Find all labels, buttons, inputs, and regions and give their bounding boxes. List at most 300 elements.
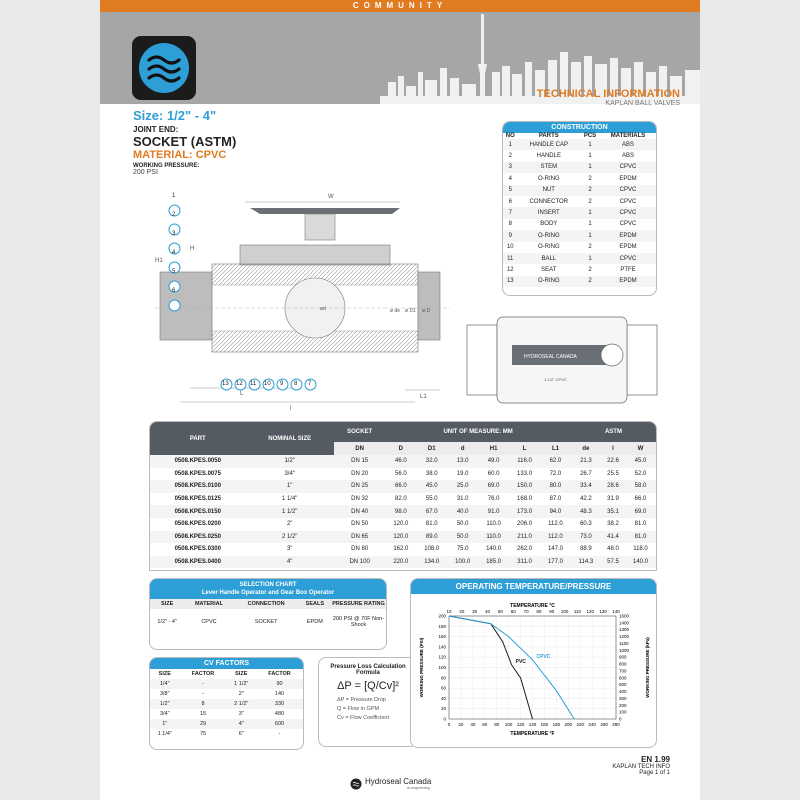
table-cell: EPDM [619, 232, 637, 239]
table-cell: 31.9 [607, 496, 619, 503]
table-cell: 108.0 [424, 546, 440, 553]
x-tick-label-c: 120 [586, 609, 595, 614]
operating-chart [410, 578, 657, 748]
table-row [503, 242, 656, 253]
table-cell: 262.0 [517, 546, 533, 553]
table-cell: 38.0 [425, 470, 438, 477]
sub-header: H1 [489, 445, 498, 452]
sel-col-seals: SEALS [305, 601, 325, 607]
table-row [503, 150, 656, 161]
x-tick-label: 100 [504, 722, 513, 727]
table-cell: 81.0 [634, 533, 647, 540]
table-cell: ABS [621, 141, 634, 148]
banner-text: COMMUNITY [352, 1, 448, 10]
x-tick-label: 120 [516, 722, 525, 727]
table-cell: 75.0 [456, 546, 469, 553]
table-cell: 50.0 [456, 521, 469, 528]
col-part: PART [189, 435, 206, 442]
table-cell: 1 [588, 210, 592, 217]
table-cell: 173.0 [517, 508, 533, 515]
table-cell: 88.9 [580, 546, 592, 553]
table-cell: 12 [506, 266, 514, 273]
table-cell: HANDLE CAP [529, 141, 568, 148]
sel-pressure: 200 PSI @ 70F Non-Shock [332, 616, 385, 628]
table-cell: 69.0 [634, 508, 647, 515]
table-cell: DN 25 [351, 483, 369, 490]
chart-title: OPERATING TEMPERATURE/PRESSURE [411, 579, 656, 594]
table-cell: DN 100 [349, 559, 370, 566]
doc-name: KAPLAN TECH INFO [612, 764, 670, 770]
table-cell: 98.0 [394, 508, 407, 515]
x-tick-label-c: 60 [510, 609, 516, 614]
table-cell: 118.0 [633, 546, 648, 553]
cv-col-size: SIZE [158, 671, 171, 677]
y-tick-label-kpa: 500 [619, 682, 627, 688]
plot-frame [449, 616, 616, 719]
x-tick-label-c: 40 [485, 609, 491, 614]
x-tick-label: 40 [470, 722, 476, 727]
table-cell: 46.0 [394, 458, 407, 465]
callout-column [168, 193, 181, 317]
table-cell: O-RING [537, 232, 560, 239]
top-banner [100, 0, 700, 12]
table-cell: 1 [588, 232, 592, 239]
table-cell: EPDM [619, 244, 637, 251]
y-tick-label: 40 [440, 695, 446, 701]
x-tick-label-c: 110 [573, 609, 582, 614]
x-tick-label: 240 [588, 722, 596, 727]
construction-table [502, 121, 657, 296]
construction-grid [503, 133, 656, 287]
sub-header: D1 [427, 445, 436, 452]
table-cell: HANDLE [536, 153, 561, 160]
footer-brand [350, 777, 431, 790]
x-tick-label: 200 [564, 722, 573, 727]
y-tick-label-kpa: 1200 [619, 634, 630, 640]
table-cell: SEAT [541, 266, 557, 273]
x-tick-label: 20 [458, 722, 464, 727]
sel-connection: SOCKET [254, 619, 278, 625]
header-titles [537, 88, 680, 107]
x-axis-title: TEMPERATURE °F [510, 731, 555, 737]
table-cell: 1/4" [159, 681, 170, 687]
table-cell: 2" [286, 521, 293, 528]
table-row [503, 196, 656, 207]
callout-6: 6 [168, 299, 181, 317]
dim-d1: ø D1 [405, 308, 416, 314]
table-cell: DN 15 [351, 458, 369, 465]
sub-header: l [612, 445, 614, 452]
table-cell: 26.7 [580, 470, 592, 477]
table-cell: 100.0 [455, 559, 471, 566]
table-row [150, 493, 656, 506]
table-cell: 2 [588, 266, 592, 273]
page-subtitle: KAPLAN BALL VALVES [605, 100, 680, 107]
table-cell: 140 [274, 691, 285, 697]
footer-ref [612, 755, 670, 776]
callout-8: 8 [290, 378, 303, 396]
pressure-label: WORKING PRESSURE: [133, 163, 200, 169]
table-cell: 110.0 [486, 533, 501, 540]
selection-subtitle: Lever Handle Operator and Gear Box Operator [201, 590, 335, 596]
table-cell: 60.0 [487, 470, 500, 477]
table-cell: 3" [286, 546, 293, 553]
y-tick-label: 20 [440, 706, 446, 712]
sel-col-connection: CONNECTION [247, 601, 285, 607]
table-cell: 19.0 [456, 470, 469, 477]
y-tick-label: 160 [438, 634, 446, 640]
table-cell: 330 [274, 701, 285, 707]
table-cell: 0508.KPES.0200 [174, 521, 221, 528]
formula-line-2: Q = Flow in GPM [337, 706, 380, 712]
x-tick-label-c: 20 [459, 609, 465, 614]
table-cell: 5 [508, 187, 512, 194]
y-tick-label: 0 [443, 716, 446, 722]
x-tick-label-c: 130 [599, 609, 607, 614]
table-cell: 82.0 [394, 496, 407, 503]
callout-13: 13 [220, 378, 233, 396]
table-row [503, 264, 656, 275]
sub-header: L [522, 445, 527, 452]
brand-tagline: re-engineering [407, 786, 430, 790]
table-cell: 8 [201, 701, 205, 707]
sel-seals: EPDM [306, 619, 323, 625]
table-cell: 7 [508, 210, 512, 217]
y-axis-title-right: WORKING PRESSURE (kPa) [645, 637, 650, 698]
y-tick-label-kpa: 0 [619, 716, 622, 722]
table-cell: CONNECTOR [529, 198, 569, 205]
table-cell: 1 [588, 164, 592, 171]
y-tick-label-kpa: 300 [619, 695, 627, 701]
y-tick-label-kpa: 900 [619, 654, 627, 660]
table-cell: 67.0 [425, 508, 438, 515]
table-row [150, 518, 656, 531]
table-cell: 150.0 [517, 483, 533, 490]
table-cell: 2" [238, 691, 244, 697]
table-cell: 600 [274, 721, 285, 727]
callout-2: 2 [168, 223, 181, 241]
table-cell: 1/2" [284, 458, 295, 465]
table-cell: 112.0 [548, 521, 563, 528]
table-cell: DN 40 [351, 508, 369, 515]
y-tick-label: 80 [440, 675, 446, 681]
table-row [150, 455, 656, 468]
table-cell: 0508.KPES.0400 [174, 559, 221, 566]
callout-7: 7 [304, 378, 317, 396]
y-tick-label: 200 [438, 613, 446, 619]
table-cell: 2 1/2" [281, 533, 298, 540]
table-cell: 4" [238, 721, 244, 727]
y-tick-label: 140 [438, 644, 446, 650]
sel-material: CPVC [201, 619, 217, 625]
table-cell: 1" [162, 721, 168, 727]
y-tick-label-kpa: 1300 [619, 627, 630, 633]
dim-d: ød [320, 306, 326, 312]
callout-1: 1 [168, 204, 181, 222]
x-tick-label: 80 [494, 722, 500, 727]
callout-3: 3 [168, 242, 181, 260]
table-cell: 147.0 [547, 546, 563, 553]
table-row [503, 219, 656, 230]
joint-label: JOINT END: [133, 125, 179, 134]
table-cell: 55.0 [425, 496, 438, 503]
table-cell: 48.3 [580, 508, 592, 515]
table-cell: 114.3 [578, 559, 594, 566]
y-tick-label-kpa: 400 [619, 689, 627, 695]
table-cell: 15 [199, 711, 207, 717]
callout-row [220, 378, 317, 396]
table-cell: 91.0 [487, 508, 500, 515]
table-cell: 38.2 [607, 521, 619, 528]
dim-l1: L [240, 391, 244, 397]
x-tick-label: 140 [528, 722, 537, 727]
x-tick-label-c: 70 [523, 609, 529, 614]
sel-size: 1/2" - 4" [157, 619, 177, 625]
sel-col-pressure: PRESSURE RATING [332, 601, 385, 607]
table-cell: 1 [588, 141, 592, 148]
x-axis-title-top: TEMPERATURE °C [510, 603, 555, 609]
x-tick-label: 160 [540, 722, 549, 727]
x-tick-label: 260 [600, 722, 608, 727]
valve-top-view [462, 305, 662, 410]
callout-4: 4 [168, 261, 181, 279]
pressure-temperature-chart [411, 594, 657, 744]
table-cell: 311.0 [517, 559, 532, 566]
top-view-label2: 1-1/2" CPVC [544, 377, 567, 382]
y-axis-title: WORKING PRESSURE (PSI) [419, 637, 424, 698]
table-cell: 28.6 [607, 483, 619, 490]
table-cell: 87.0 [549, 496, 562, 503]
table-cell: 41.4 [607, 533, 619, 540]
table-cell: 9 [508, 232, 512, 239]
table-cell: 75 [199, 731, 207, 737]
table-cell: 49.0 [487, 458, 500, 465]
table-cell: 0508.KPES.0150 [174, 508, 221, 515]
table-row [150, 543, 656, 556]
table-cell: 140.0 [486, 546, 502, 553]
table-cell: CPVC [619, 164, 637, 171]
table-cell: PTFE [620, 266, 636, 273]
brand-name: Hydroseal Canada [365, 777, 432, 786]
table-cell: 29 [199, 721, 207, 727]
table-cell: DN 50 [351, 521, 369, 528]
table-cell: 8 [508, 221, 512, 228]
table-row [150, 505, 656, 518]
table-cell: 76.0 [487, 496, 500, 503]
table-cell: - [202, 691, 204, 697]
callout-12: 12 [234, 378, 247, 396]
table-row [150, 531, 656, 544]
table-cell: O-RING [537, 244, 560, 251]
selection-chart [149, 578, 387, 650]
table-row [503, 253, 656, 264]
table-cell: DN 20 [351, 470, 369, 477]
table-cell: 73.0 [580, 533, 592, 540]
table-cell: 116.0 [517, 458, 532, 465]
page-title: TECHNICAL INFORMATION [536, 88, 680, 100]
y-tick-label: 180 [438, 623, 446, 629]
sub-header: d [460, 445, 465, 452]
x-tick-label-c: 30 [472, 609, 478, 614]
y-tick-label-kpa: 600 [619, 675, 627, 681]
table-cell: 1 [588, 221, 592, 228]
y-tick-label-kpa: 200 [619, 702, 627, 708]
table-cell: 112.0 [548, 533, 563, 540]
table-cell: 4" [286, 559, 293, 566]
table-cell: 0508.KPES.0125 [174, 496, 221, 503]
callout-11: 11 [248, 378, 261, 396]
x-tick-label-c: 10 [446, 609, 452, 614]
table-cell: DN 80 [351, 546, 369, 553]
table-cell: 2 [588, 278, 592, 285]
sub-header: DN [355, 445, 364, 452]
table-cell: 25.5 [607, 470, 619, 477]
table-cell: CPVC [619, 198, 637, 205]
y-tick-label-kpa: 1000 [619, 647, 630, 653]
table-cell: 22.6 [607, 458, 619, 465]
brand-mark-icon [350, 778, 362, 790]
cv-col-size2: SIZE [235, 671, 248, 677]
series-label-pvc: PVC [515, 658, 526, 665]
formula-title: Pressure Loss Calculation Formula [330, 664, 406, 676]
y-tick-label-kpa: 800 [619, 661, 627, 667]
table-cell: 168.0 [517, 496, 533, 503]
col-pcs: PCS [583, 133, 597, 139]
table-cell: INSERT [537, 210, 560, 217]
table-cell: 1 1/2" [281, 508, 298, 515]
table-cell: 13.0 [456, 458, 469, 465]
table-cell: 4 [508, 175, 512, 182]
table-cell: O-RING [537, 278, 560, 285]
table-cell: ABS [621, 153, 634, 160]
col-materials: MATERIALS [610, 133, 646, 139]
table-cell: 2 [588, 187, 592, 194]
table-row [150, 699, 303, 709]
page-number: Page 1 of 1 [639, 770, 670, 776]
top-view-label: HYDROSEAL CANADA [524, 354, 577, 360]
table-cell: EPDM [619, 278, 637, 285]
table-cell: 0508.KPES.0250 [174, 533, 221, 540]
table-cell: 1" [286, 483, 293, 490]
y-tick-label: 60 [440, 685, 446, 691]
dim-w: W [328, 194, 334, 200]
table-cell: 50.0 [456, 533, 469, 540]
table-cell: 1 [588, 255, 592, 262]
table-cell: 69.0 [487, 483, 500, 490]
table-cell: 2 1/2" [234, 701, 249, 707]
x-tick-label: 0 [447, 722, 451, 727]
x-tick-label-c: 100 [560, 609, 569, 614]
table-cell: 3/8" [159, 691, 170, 697]
table-cell: - [202, 681, 204, 687]
joint-type: SOCKET (ASTM) [133, 134, 237, 149]
x-tick-label-c: 50 [497, 609, 503, 614]
col-no: NO [505, 133, 515, 139]
table-cell: 11 [507, 255, 514, 262]
y-tick-label: 120 [438, 654, 446, 660]
table-row [150, 679, 303, 689]
formula-equation: ΔP = [Q/Cv]² [337, 680, 399, 692]
table-cell: 134.0 [424, 559, 440, 566]
size-range: Size: 1/2" - 4" [133, 108, 217, 123]
sub-header: L1 [551, 445, 559, 452]
table-cell: DN 32 [351, 496, 369, 503]
selection-title: SELECTION CHART [239, 582, 297, 588]
table-cell: 0508.KPES.0300 [174, 546, 221, 553]
formula-box [318, 657, 418, 747]
table-cell: 21.3 [580, 458, 592, 465]
table-cell: 72.0 [549, 470, 562, 477]
table-cell: 62.0 [549, 458, 562, 465]
table-cell: 2 [588, 244, 592, 251]
sub-header: de [582, 445, 590, 452]
table-cell: 35.1 [607, 508, 619, 515]
table-cell: 33.4 [580, 483, 592, 490]
sel-col-material: MATERIAL [194, 601, 223, 607]
table-cell: BALL [541, 255, 557, 262]
table-cell: 94.0 [549, 508, 562, 515]
table-row [503, 276, 656, 287]
col-nominal: NOMINAL SIZE [268, 435, 312, 442]
cv-col-factor2: FACTOR [268, 671, 291, 677]
table-cell: 81.0 [634, 521, 647, 528]
table-cell: 58.0 [634, 483, 647, 490]
table-cell: 0508.KPES.0075 [174, 470, 221, 477]
table-cell: 1/2" [159, 701, 170, 707]
table-cell: 52.0 [634, 470, 647, 477]
table-row [150, 719, 303, 729]
col-astm: ASTM [604, 429, 622, 435]
table-cell: STEM [540, 164, 558, 171]
table-cell: 45.0 [634, 458, 647, 465]
table-row [150, 729, 303, 739]
table-cell: 1 1/4" [281, 496, 298, 503]
table-cell: 66.0 [394, 483, 407, 490]
table-cell: 480 [274, 711, 285, 717]
table-row [150, 709, 303, 719]
table-cell: 1 [508, 141, 512, 148]
col-socket: SOCKET [347, 429, 373, 435]
callout-10: 10 [262, 378, 275, 396]
table-cell: 45.0 [425, 483, 438, 490]
material: MATERIAL: CPVC [133, 149, 227, 161]
formula-line-3: Cv = Flow Coefficient [337, 715, 390, 721]
dim-h: H [190, 246, 195, 252]
dimensions-table [149, 421, 657, 571]
table-cell: 211.0 [517, 533, 532, 540]
table-cell: 0508.KPES.0050 [174, 458, 221, 465]
table-row [150, 468, 656, 481]
table-cell: 162.0 [393, 546, 409, 553]
table-cell: 2 [508, 153, 512, 160]
table-cell: 206.0 [517, 521, 533, 528]
table-cell: 25.0 [456, 483, 469, 490]
table-cell: 80.0 [549, 483, 562, 490]
formula-line-1: ΔP = Pressure Drop [337, 697, 386, 703]
table-cell: - [278, 731, 281, 737]
table-cell: 6" [238, 731, 244, 737]
sub-header: D [398, 445, 403, 452]
table-cell: 66.0 [634, 496, 647, 503]
table-cell: 56.0 [394, 470, 407, 477]
table-cell: 48.0 [607, 546, 619, 553]
dim-l: l [290, 406, 292, 412]
x-tick-label: 180 [552, 722, 561, 727]
table-cell: 0508.KPES.0100 [174, 483, 221, 490]
doc-code: EN 1.99 [641, 755, 670, 764]
table-cell: 133.0 [517, 470, 533, 477]
table-cell: 32.0 [425, 458, 438, 465]
